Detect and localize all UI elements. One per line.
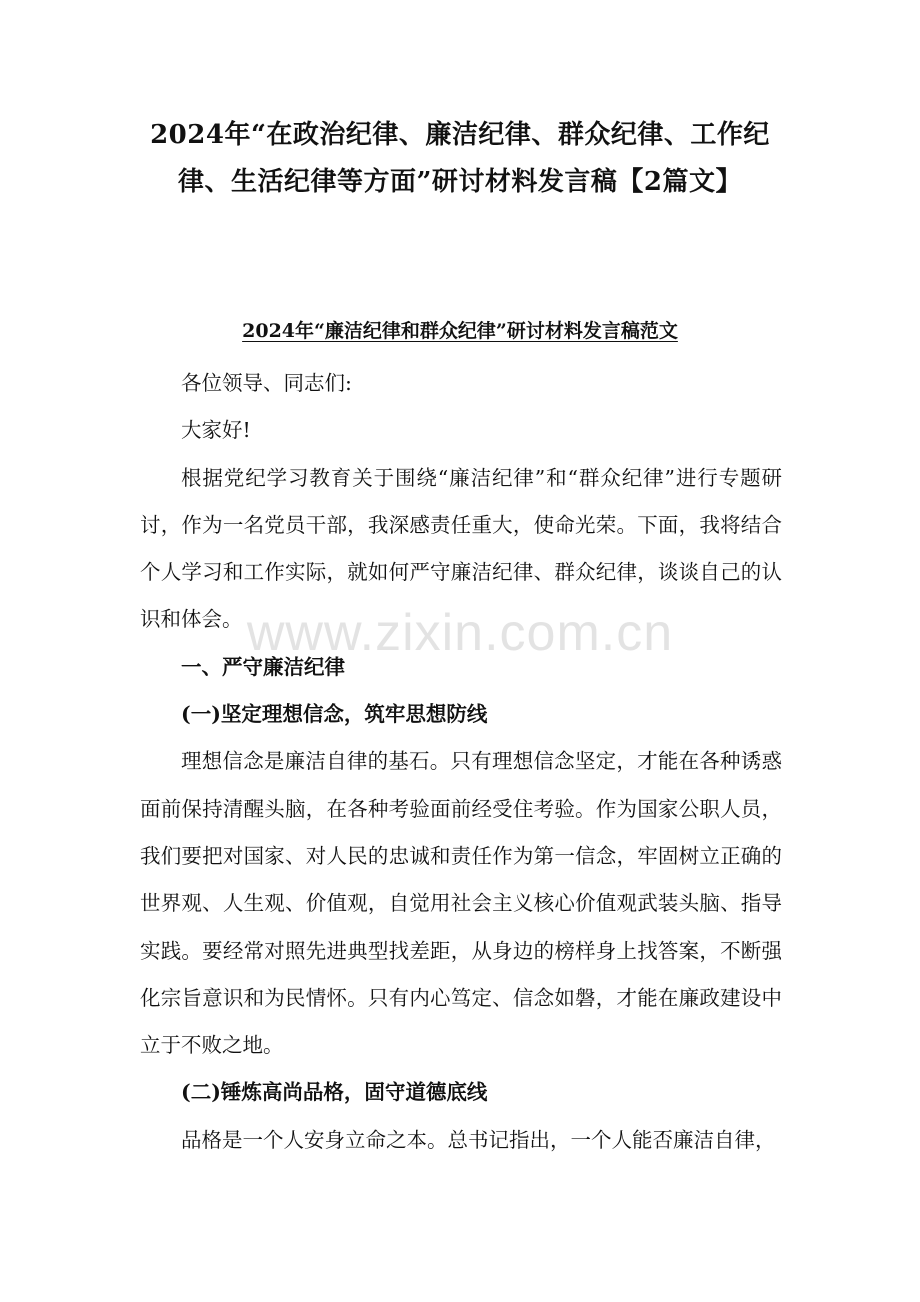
- document-title: 2024年“在政治纪律、廉洁纪律、群众纪律、工作纪律、生活纪律等方面”研讨材料发言稿【2篇文】: [150, 120, 770, 197]
- greeting: 大家好!: [181, 418, 251, 443]
- heading-level-2: (一)坚定理想信念，筑牢思想防线: [181, 702, 488, 727]
- section-title: 2024年“廉洁纪律和群众纪律”研讨材料发言稿范文: [242, 320, 678, 342]
- heading-level-1: 一、严守廉洁纪律: [181, 654, 345, 679]
- document-body: [140, 360, 782, 1164]
- intro-paragraph: 根据党纪学习教育关于围绕“廉洁纪律”和“群众纪律”进行专题研讨，作为一名党员干部，我深感责任重大，使命光荣。下面，我将结合个人学习和工作实际，就如何严守廉洁纪律、群众纪律，谈谈自己的认识和体会。: [140, 465, 782, 632]
- body-paragraph: 理想信念是廉洁自律的基石。只有理想信念坚定，才能在各种诱惑面前保持清醒头脑，在各种考验面前经受住考验。作为国家公职人员，我们要把对国家、对人民的忠诚和责任作为第一信念，牢固树立正确的世界观、人生观、价值观，自觉用社会主义核心价值观武装头脑、指导实践。要经常对照先进典型找差距，从身边的榜样身上找答案，不断强化宗旨意识和为民情怀。只有内心笃定、信念如磐，才能在廉政建设中立于不败之地。: [140, 749, 782, 1058]
- body-paragraph: 品格是一个人安身立命之本。总书记指出，一个人能否廉洁自律，: [181, 1127, 776, 1152]
- heading-level-2: (二)锤炼高尚品格，固守道德底线: [181, 1080, 488, 1105]
- watermark: www.zixin.com.cn: [246, 604, 674, 662]
- salutation: 各位领导、同志们:: [181, 371, 352, 395]
